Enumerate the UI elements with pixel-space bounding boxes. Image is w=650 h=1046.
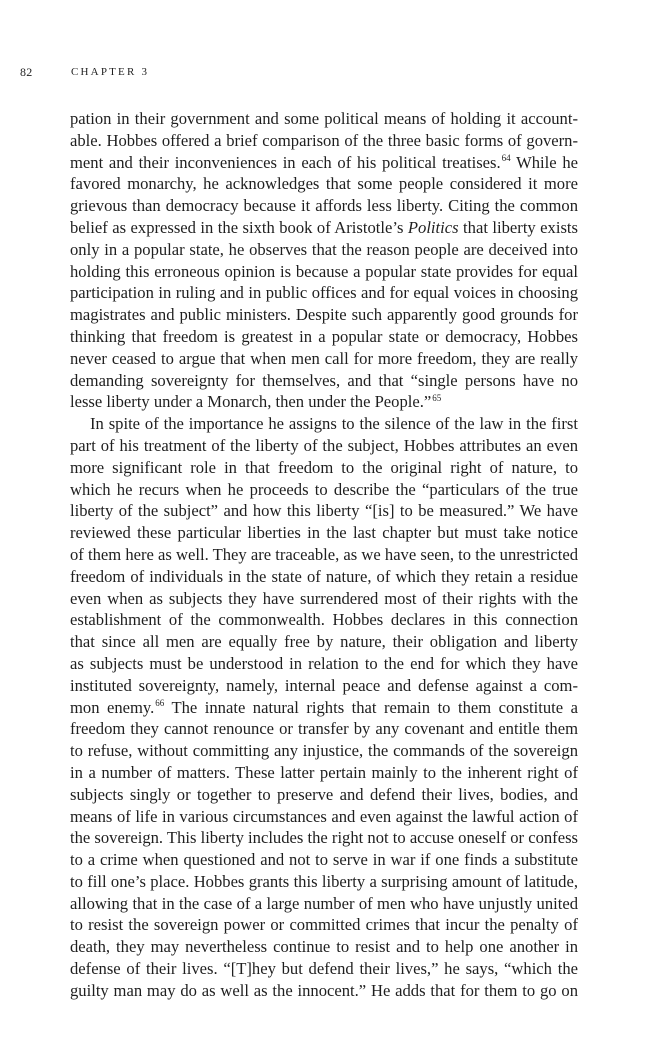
text-line: participation in ruling and in public offices and for equal voices in choosing [70, 283, 578, 303]
paragraph-last-line [70, 391, 578, 413]
text-line: never ceased to argue that when men call for more freedom, they are really [70, 348, 578, 368]
text-line: demanding sovereignty for themselves, and that “single persons have no [70, 370, 578, 390]
text-line: freedom of individuals in the state of nature, of which they retain a residue [70, 566, 578, 586]
text-line: thinking that freedom is greatest in a popular state or democracy, Hobbes [70, 326, 578, 346]
footnote-ref[interactable]: 66 [155, 697, 165, 708]
text-line: reviewed these particular liberties in the last chapter but must take notice [70, 523, 578, 543]
paragraph-first-line: In spite of the importance he assigns to the silence of the law in the first [90, 414, 578, 434]
text-line: favored monarchy, he acknowledges that some people considered it more [70, 174, 578, 194]
text-segment: While he [510, 152, 578, 172]
chapter-label: CHAPTER 3 [71, 66, 150, 78]
text-line: allowing that in the case of a large number of men who have unjustly united [70, 893, 578, 913]
text-line: to refuse, without committing any injustice, the commands of the sovereign [70, 741, 578, 761]
text-line: to fill one’s place. Hobbes grants this liberty a surprising amount of latitude, [70, 871, 578, 891]
text-line: defense of their lives. “[T]hey but defend their lives,” he says, “which the [70, 959, 578, 979]
text-line: which he recurs when he proceeds to describe the “particulars of the true [70, 479, 578, 499]
text-line: that since all men are equally free by nature, their obligation and liberty [70, 632, 578, 652]
text-line: liberty of the subject” and how this liberty “[is] to be measured.” We have [70, 501, 578, 521]
text-line: only in a popular state, he observes that the reason people are deceived into [70, 239, 578, 259]
text-line: even when as subjects they have surrendered most of their rights with the [70, 588, 578, 608]
book-title: Politics [407, 217, 459, 237]
text-line: holding this erroneous opinion is because a popular state provides for equal [70, 261, 578, 281]
text-line: to a crime when questioned and not to serve in war if one finds a substitute [70, 850, 578, 870]
text-line: guilty man may do as well as the innocent.” He adds that for them to go on [70, 980, 578, 1000]
text-line: the sovereign. This liberty includes the right not to accuse oneself or confess [70, 828, 578, 848]
text-line: death, they may nevertheless continue to resist and to help one another in [70, 937, 578, 957]
footnote-ref[interactable]: 65 [432, 392, 442, 403]
text-line: freedom they cannot renounce or transfer by any covenant and entitle them [70, 719, 578, 739]
text-line: part of his treatment of the liberty of the subject, Hobbes attributes an even [70, 435, 578, 455]
text-segment: lesse liberty under a Monarch, then under the People.” [70, 392, 432, 412]
running-head [20, 64, 580, 80]
text-line: instituted sovereignty, namely, internal peace and defense against a com- [70, 675, 578, 695]
text-line: establishment of the commonwealth. Hobbes declares in this connection [70, 610, 578, 630]
text-line: magistrates and public ministers. Despite such apparently good grounds for [70, 305, 578, 325]
text-line [70, 217, 578, 239]
body-text [70, 108, 578, 1002]
text-line [70, 152, 578, 174]
text-line: subjects singly or together to preserve and defend their lives, bodies, and [70, 784, 578, 804]
text-line: pation in their government and some political means of holding it account- [70, 109, 578, 128]
text-line: in a number of matters. These latter pertain mainly to the inherent right of [70, 762, 578, 782]
text-line: means of life in various circumstances and even against the lawful action of [70, 806, 578, 826]
text-line: as subjects must be understood in relation to the end for which they have [70, 653, 578, 673]
text-line: to resist the sovereign power or committed crimes that incur the penalty of [70, 915, 578, 935]
text-line: of them here as well. They are traceable, as we have seen, to the unrestricted [70, 544, 578, 564]
text-segment: The innate natural rights that remain to them constitute a [164, 697, 578, 717]
text-segment: mon enemy. [70, 697, 155, 717]
footnote-ref[interactable]: 64 [501, 153, 511, 164]
text-line: more significant role in that freedom to the original right of nature, to [70, 457, 578, 477]
text-line [70, 697, 578, 719]
text-segment: that liberty exists [458, 217, 578, 237]
text-segment: belief as expressed in the sixth book of Aristotle’s [70, 217, 408, 237]
text-segment: ment and their inconveniences in each of his political treatises. [70, 152, 501, 172]
text-line: able. Hobbes offered a brief comparison of the three basic forms of govern- [70, 130, 578, 150]
page-number: 82 [20, 65, 33, 79]
text-line: grievous than democracy because it affords less liberty. Citing the common [70, 196, 578, 216]
